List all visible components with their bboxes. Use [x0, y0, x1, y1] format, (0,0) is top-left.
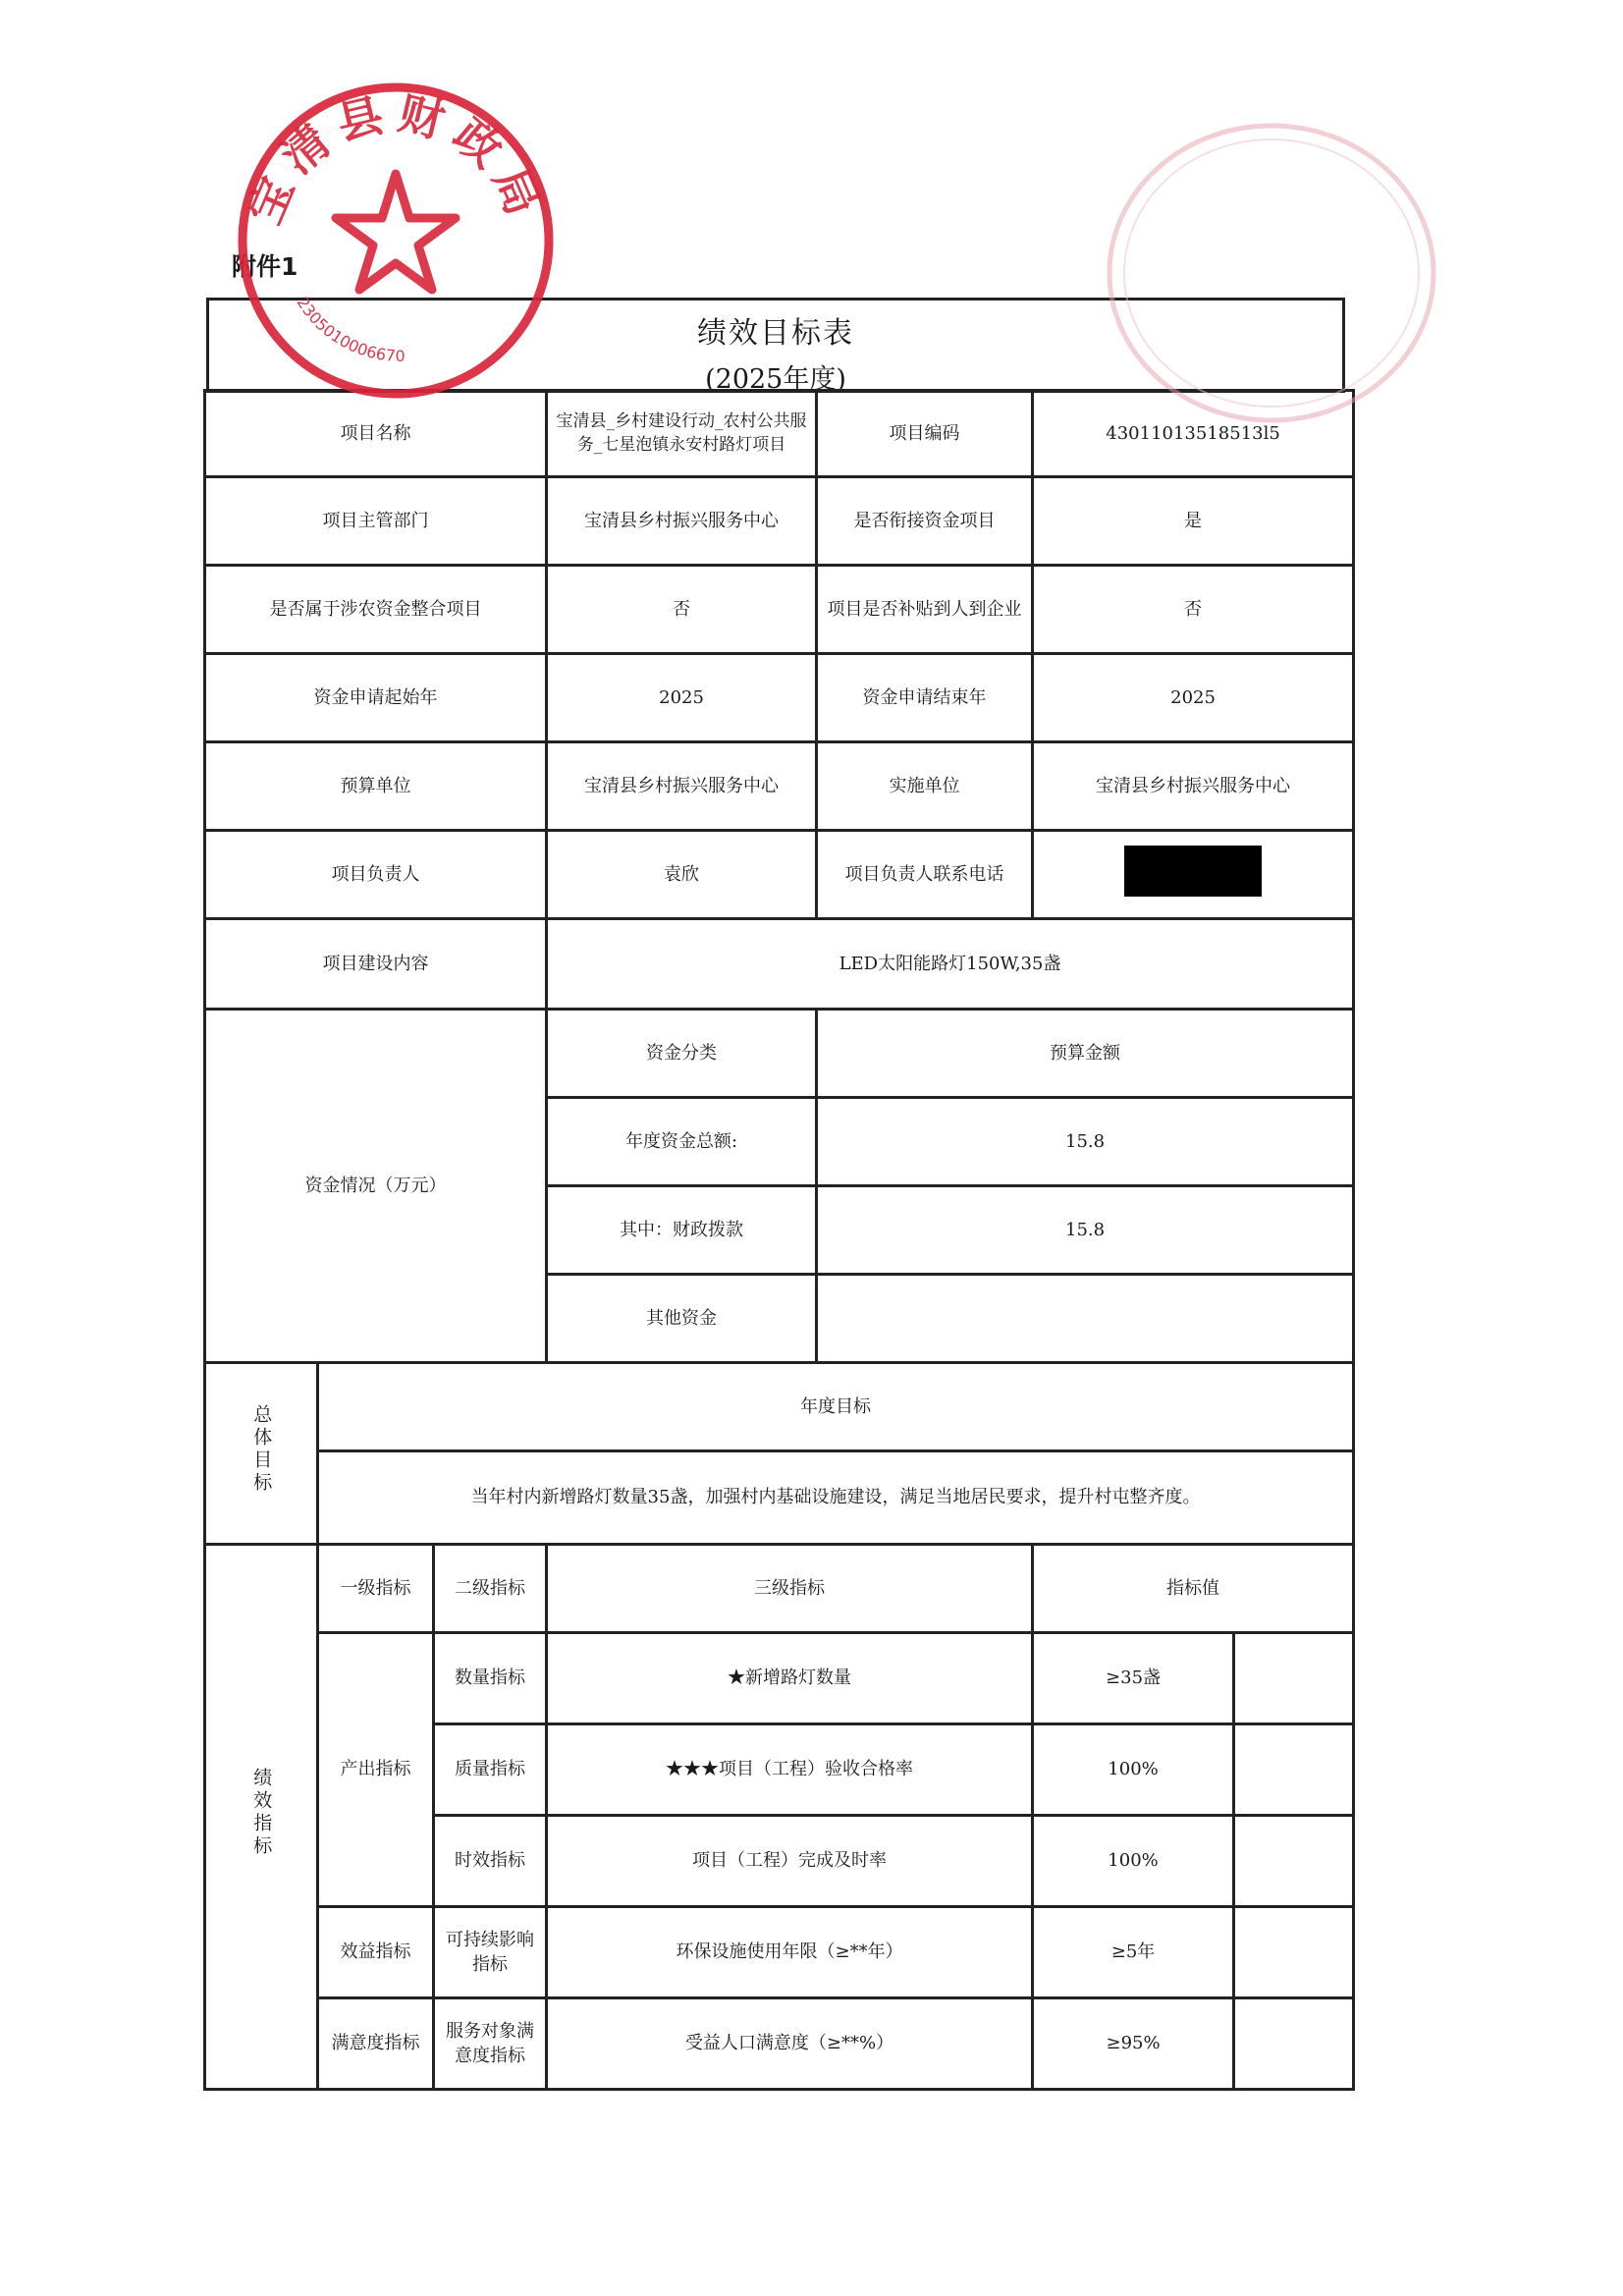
attachment-label: 附件1 [232, 252, 298, 281]
budget-unit-value: 宝清县乡村振兴服务中心 [547, 742, 817, 831]
level2-cell: 数量指标 [434, 1633, 547, 1724]
blank-cell [1234, 1907, 1354, 1998]
subsidy-value: 否 [1033, 566, 1354, 654]
annual-goal-text: 当年村内新增路灯数量35盏，加强村内基础设施建设，满足当地居民要求，提升村屯整齐度。 [318, 1451, 1354, 1545]
level2-cell: 服务对象满意度指标 [434, 1998, 547, 2090]
content-label: 项目建设内容 [205, 919, 547, 1010]
agri-fund-label: 是否属于涉农资金整合项目 [205, 566, 547, 654]
phone-value [1033, 831, 1354, 919]
bridge-fund-value: 是 [1033, 477, 1354, 566]
start-year-label: 资金申请起始年 [205, 654, 547, 742]
start-year-value: 2025 [547, 654, 817, 742]
leader-label: 项目负责人 [205, 831, 547, 919]
funds-other-value [817, 1275, 1354, 1363]
project-code-value: 43011013518513l5 [1033, 391, 1354, 477]
satisfaction-indicator-label: 满意度指标 [318, 1998, 434, 2090]
level3-cell: 环保设施使用年限（≥**年） [547, 1907, 1033, 1998]
subsidy-label: 项目是否补贴到人到企业 [817, 566, 1033, 654]
impl-unit-value: 宝清县乡村振兴服务中心 [1033, 742, 1354, 831]
indicator-value: ≥95% [1033, 1998, 1234, 2090]
funds-other-label: 其他资金 [547, 1275, 817, 1363]
blank-cell [1234, 1816, 1354, 1907]
funds-category-header: 资金分类 [547, 1010, 817, 1098]
annual-goal-header: 年度目标 [318, 1363, 1354, 1451]
agri-fund-value: 否 [547, 566, 817, 654]
budget-unit-label: 预算单位 [205, 742, 547, 831]
end-year-label: 资金申请结束年 [817, 654, 1033, 742]
seal-text: 宝清县财政局 [238, 85, 554, 232]
indicator-value: ≥35盏 [1033, 1633, 1234, 1724]
level2-header: 二级指标 [434, 1545, 547, 1633]
project-name-value: 宝清县_乡村建设行动_农村公共服务_七星泡镇永安村路灯项目 [547, 391, 817, 477]
funds-fiscal-label: 其中：财政拨款 [547, 1186, 817, 1275]
funds-label: 资金情况（万元） [205, 1010, 547, 1363]
dept-value: 宝清县乡村振兴服务中心 [547, 477, 817, 566]
indicators-label: 绩效指标 [205, 1545, 318, 2090]
level1-header: 一级指标 [318, 1545, 434, 1633]
svg-text:宝清县财政局 [238, 86, 554, 232]
blank-cell [1234, 1998, 1354, 2090]
title-box [206, 298, 1345, 393]
blank-cell [1234, 1633, 1354, 1724]
blank-cell [1234, 1724, 1354, 1816]
level3-cell: 项目（工程）完成及时率 [547, 1816, 1033, 1907]
page-title: 绩效目标表 [697, 316, 854, 351]
page-subtitle: (2025年度) [705, 364, 846, 395]
output-indicator-label: 产出指标 [318, 1633, 434, 1907]
phone-label: 项目负责人联系电话 [817, 831, 1033, 919]
funds-fiscal-value: 15.8 [817, 1186, 1354, 1275]
leader-value: 袁欣 [547, 831, 817, 919]
indicator-value: 100% [1033, 1816, 1234, 1907]
redaction-block [1124, 846, 1262, 897]
end-year-value: 2025 [1033, 654, 1354, 742]
benefit-indicator-label: 效益指标 [318, 1907, 434, 1998]
indicator-value: 100% [1033, 1724, 1234, 1816]
level2-cell: 可持续影响指标 [434, 1907, 547, 1998]
funds-total-value: 15.8 [817, 1098, 1354, 1186]
level3-cell: 受益人口满意度（≥**%） [547, 1998, 1033, 2090]
performance-table [203, 389, 1355, 2091]
content-value: LED太阳能路灯150W,35盏 [547, 919, 1354, 1010]
dept-label: 项目主管部门 [205, 477, 547, 566]
bridge-fund-label: 是否衔接资金项目 [817, 477, 1033, 566]
level3-header: 三级指标 [547, 1545, 1033, 1633]
level3-cell: ★新增路灯数量 [547, 1633, 1033, 1724]
level2-cell: 时效指标 [434, 1816, 547, 1907]
seal-number: 2305010006670 [293, 293, 406, 365]
project-name-label: 项目名称 [205, 391, 547, 477]
impl-unit-label: 实施单位 [817, 742, 1033, 831]
funds-total-label: 年度资金总额: [547, 1098, 817, 1186]
indicator-value: ≥5年 [1033, 1907, 1234, 1998]
level2-cell: 质量指标 [434, 1724, 547, 1816]
overall-goal-label: 总体目标 [205, 1363, 318, 1545]
funds-amount-header: 预算金额 [817, 1010, 1354, 1098]
level3-cell: ★★★项目（工程）验收合格率 [547, 1724, 1033, 1816]
project-code-label: 项目编码 [817, 391, 1033, 477]
value-header: 指标值 [1033, 1545, 1354, 1633]
